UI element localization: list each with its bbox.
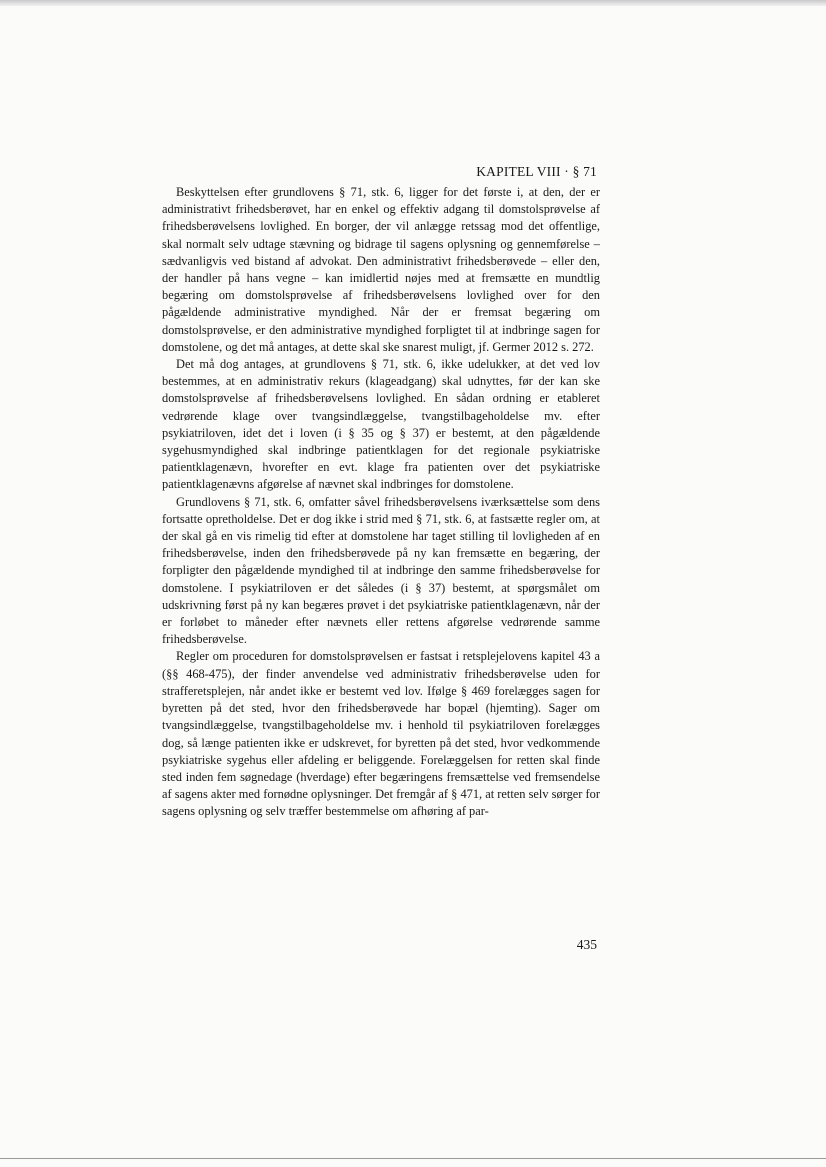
- paragraph: Det må dog antages, at grundlovens § 71, stk. 6, ikke udelukker, at det ved lov bestemmes, at en administrativ rekurs (klageadgang) skal udnyttes, før der kan ske domstolsprøvelse af frihedsberøvelsens lovlighed. En sådan ordning er etableret vedrørende klage over tvangsindlæggelse, tvangstilbageholdelse mv. efter psykiatriloven, idet det i loven (i § 35 og § 37) er bestemt, at den pågældende sygehusmyndighed skal indbringe patientklagen for det regionale psykiatriske patientklagenævn, hvorefter en evt. klage fra patienten over det psykiatriske patientklagenævns afgørelse af nævnet skal indbringes for domstolene.: [162, 357, 600, 492]
- body-text: [162, 184, 600, 821]
- page-number: 435: [576, 937, 597, 952]
- scan-edge-top: [0, 0, 826, 6]
- paragraph: Grundlovens § 71, stk. 6, omfatter såvel frihedsberøvelsens iværksættelse som dens fortsatte opretholdelse. Det er dog ikke i strid med § 71, stk. 6, at fastsætte regler om, at der skal gå en vis rimelig tid efter at domstolene har taget stilling til lovligheden af en frihedsberøvelse, inden den frihedsberøvede på ny kan fremsætte en begæring, der forpligter den pågældende myndighed til at indbringe den samme frihedsberøvelse for domstolene. I psykiatriloven er det således (i § 37) bestemt, at spørgsmålet om udskrivning først på ny kan begæres prøvet i det psykiatriske patientklagenævn, når der er forløbet to måneder efter nævnets eller rettens afgørelse vedrørende samme frihedsberøvelse.: [162, 494, 600, 647]
- paragraph: Beskyttelsen efter grundlovens § 71, stk. 6, ligger for det første i, at den, der er administrativt frihedsberøvet, har en enkel og effektiv adgang til domstolsprøvelse af frihedsberøvelsens lovlighed. En borger, der vil anlægge retssag mod det offentlige, skal normalt selv udtage stævning og bidrage til sagens oplysning og gennemførelse – sædvanligvis ved bistand af advokat. Den administrativt frihedsberøvede – eller den, der handler på hans vegne – kan imidlertid nøjes med at fremsætte en mundtlig begæring om domstolsprøvelse af frihedsberøvelsens lovlighed over for den pågældende administrative myndighed. Når der er fremsat begæring om domstolsprøvelse, er den administrative myndighed forpligtet til at indbringe sagen for domstolene, og det må antages, at dette skal ske snarest muligt, jf. Germer 2012 s. 272.: [162, 185, 600, 354]
- paragraph: Regler om proceduren for domstolsprøvelsen er fastsat i retsplejelovens kapitel 43 a (§§ 468-475), der finder anvendelse ved administrativ frihedsberøvelse uden for strafferetsplejen, når andet ikke er bestemt ved lov. Ifølge § 469 forelægges sagen for byretten på det sted, hvor den frihedsberøvede har bopæl (hjemting). Sager om tvangsindlæggelse, tvangstilbageholdelse mv. i henhold til psykiatriloven forelægges dog, så længe patienten ikke er udskrevet, for byretten på det sted, hvor vedkommende psykiatriske sygehus eller afdeling er beliggende. Forelæggelsen for retten skal finde sted inden fem søgnedage (hverdage) efter begæringens fremsættelse ved fremsendelse af sagens akter med fornødne oplysninger. Det fremgår af § 471, at retten selv sørger for sagens oplysning og selv træffer bestemmelse om afhøring af par-: [162, 649, 600, 819]
- running-head: KAPITEL VIII · § 71: [476, 164, 597, 179]
- scan-edge-bottom: [0, 1158, 826, 1159]
